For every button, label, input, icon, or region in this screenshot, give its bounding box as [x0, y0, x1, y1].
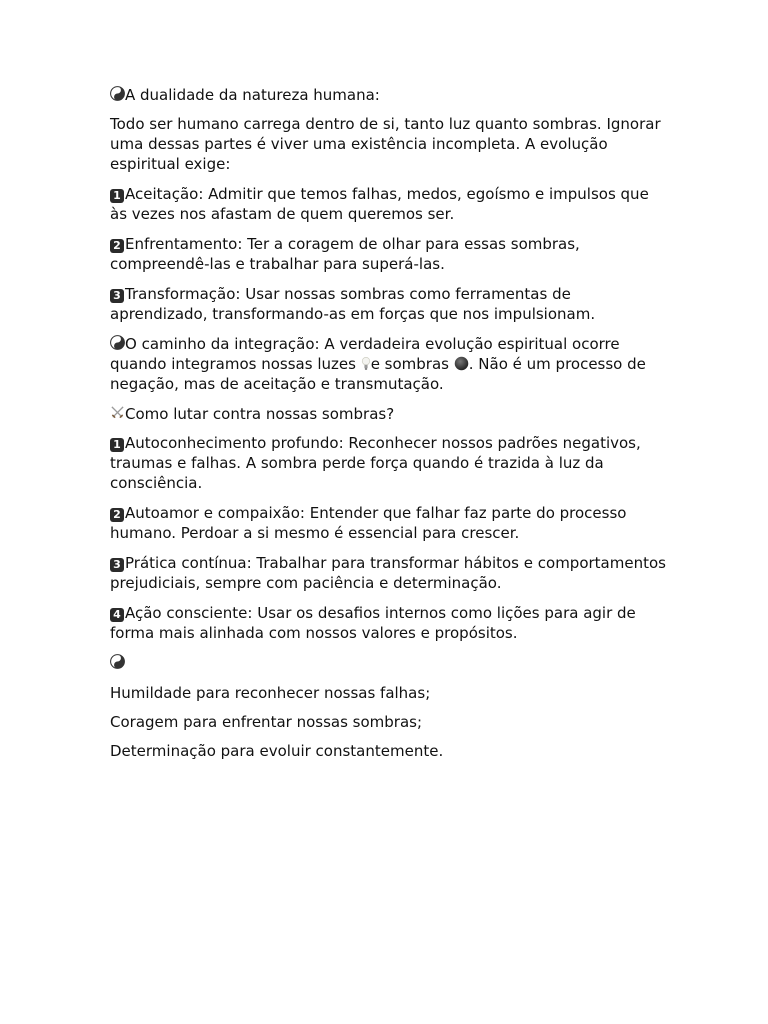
step-2-text: Enfrentamento: Ter a coragem de olhar para essas sombras, compreendê-las e trabalhar para superá-las. — [110, 235, 580, 273]
fight-heading-text: Como lutar contra nossas sombras? — [125, 405, 395, 423]
method-3 — [110, 553, 670, 593]
fight-heading — [110, 404, 670, 424]
method-1-text: Autoconhecimento profundo: Reconhecer nossos padrões negativos, traumas e falhas. A sombra perde força quando é trazida à luz da consciência. — [110, 434, 641, 492]
method-2 — [110, 503, 670, 543]
keycap-2-icon: 2 — [110, 508, 124, 522]
integration-text-3: . Não é um processo de negação, mas de aceitação e transmutação. — [110, 355, 646, 393]
step-1-text: Aceitação: Admitir que temos falhas, medos, egoísmo e impulsos que às vezes nos afastam de quem queremos ser. — [110, 185, 649, 223]
keycap-3-icon: 3 — [110, 558, 124, 572]
keycap-1-icon: 1 — [110, 438, 124, 452]
document-page — [110, 85, 670, 770]
yin-yang-separator — [110, 653, 670, 673]
step-3 — [110, 284, 670, 324]
yin-yang-icon — [110, 335, 125, 350]
dualidade-heading-text: A dualidade da natureza humana: — [125, 86, 380, 104]
step-3-text: Transformação: Usar nossas sombras como ferramentas de aprendizado, transformando-as em forças que nos impulsionam. — [110, 285, 596, 323]
keycap-3-icon: 3 — [110, 289, 124, 303]
light-bulb-icon — [361, 356, 371, 371]
integration-paragraph — [110, 334, 670, 394]
method-4 — [110, 603, 670, 643]
method-4-text: Ação consciente: Usar os desafios internos como lições para agir de forma mais alinhada com nossos valores e propósitos. — [110, 604, 636, 642]
crossed-swords-icon — [110, 405, 125, 420]
yin-yang-icon — [110, 654, 125, 669]
dualidade-heading — [110, 85, 670, 105]
method-2-text: Autoamor e compaixão: Entender que falhar faz parte do processo humano. Perdoar a si mesmo é essencial para crescer. — [110, 504, 627, 542]
yin-yang-icon — [110, 86, 125, 101]
black-circle-icon — [454, 356, 469, 371]
closing-line-3: Determinação para evoluir constantemente. — [110, 742, 444, 760]
intro-paragraph: Todo ser humano carrega dentro de si, tanto luz quanto sombras. Ignorar uma dessas partes é viver uma existência incompleta. A evolução espiritual exige: — [110, 115, 661, 173]
keycap-4-icon: 4 — [110, 608, 124, 622]
keycap-2-icon: 2 — [110, 239, 124, 253]
method-1 — [110, 433, 670, 493]
integration-text-1: O caminho da integração: A verdadeira evolução espiritual ocorre quando integramos nossas luzes — [110, 335, 620, 373]
step-2 — [110, 234, 670, 274]
keycap-1-icon: 1 — [110, 189, 124, 203]
closing-line-1: Humildade para reconhecer nossas falhas; — [110, 684, 431, 702]
closing-line-2: Coragem para enfrentar nossas sombras; — [110, 713, 423, 731]
step-1 — [110, 184, 670, 224]
integration-text-2: e sombras — [370, 355, 454, 373]
method-3-text: Prática contínua: Trabalhar para transformar hábitos e comportamentos prejudiciais, sempre com paciência e determinação. — [110, 554, 666, 592]
